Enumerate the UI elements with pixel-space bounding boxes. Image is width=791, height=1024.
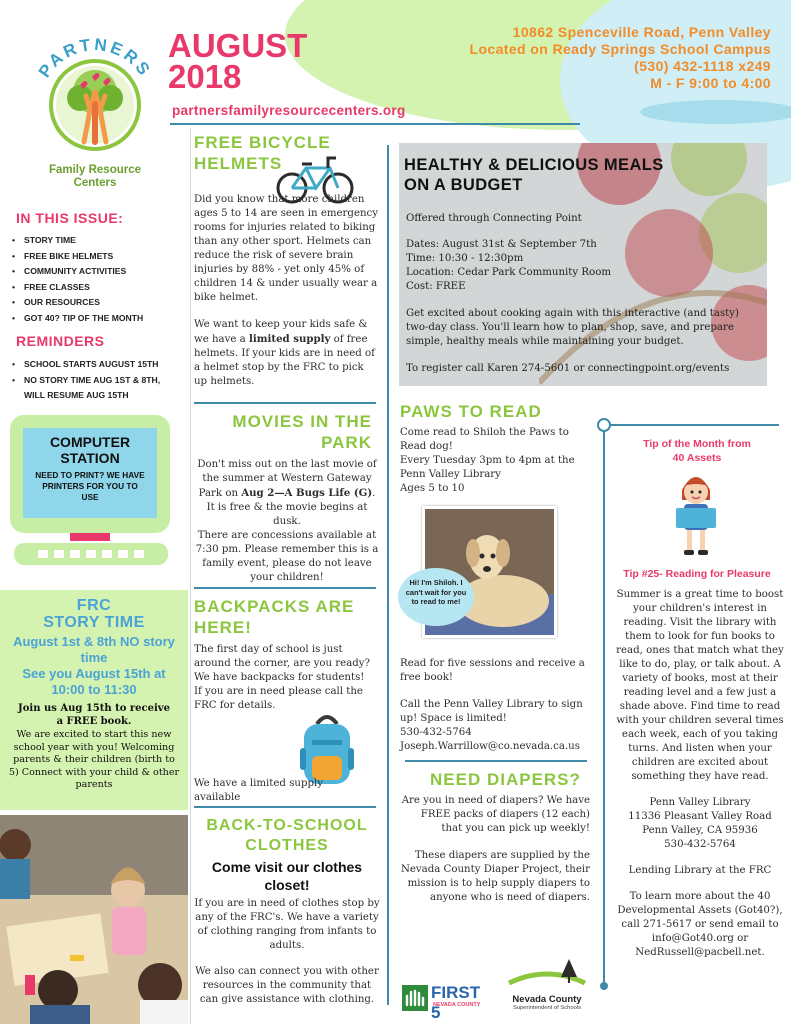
in-this-issue-heading: IN THIS ISSUE:	[16, 210, 124, 226]
library-street: 11336 Pleasant Valley Road	[628, 811, 772, 822]
tip-header-1: Tip of the Month from	[643, 438, 751, 450]
column-divider-left	[190, 128, 191, 1024]
computer-text: NEED TO PRINT? WE HAVE PRINTERS FOR YOU TO USE	[35, 470, 145, 502]
first5-sub: NEVADA COUNTY	[433, 1002, 481, 1008]
helmets-divider	[194, 402, 376, 404]
list-item: • FREE CLASSES	[10, 280, 180, 296]
computer-title-2: STATION	[60, 450, 120, 466]
meals-cost: Cost: FREE	[406, 281, 466, 292]
meals-location: Location: Cedar Park Community Room	[406, 267, 611, 278]
story-time-title-1: FRC	[76, 597, 112, 614]
list-item: • STORY TIME	[10, 233, 180, 249]
backpacks-title-1: BACKPACKS ARE	[194, 597, 355, 616]
meals-register: To register call Karen 274-5601 or connectingpoint.org/events	[406, 363, 730, 374]
story-time-title-2: STORY TIME	[43, 614, 145, 631]
tip-frame-bottom	[600, 982, 608, 990]
movies-title-1: MOVIES IN THE	[232, 412, 372, 431]
reminders-list	[10, 357, 180, 404]
story-time-box	[0, 590, 188, 810]
tip-subtitle: Tip #25- Reading for Pleasure	[623, 568, 771, 580]
story-time-no-story: August 1st & 8th NO story time	[13, 634, 175, 665]
tip-paragraph: Summer is a great time to boost your children's interest in reading. Visit the library with them to look for fun books to read, ones that match what they like to do, play, or talk about. A variety of books, most at their reading level and a few just a shade above. Find time to read with your children several times each week, each of you taking turns. And listen when your children are excited about something they have read.	[616, 589, 784, 782]
movies-title-2: PARK	[321, 433, 372, 452]
website-link[interactable]: partnersfamilyresourcecenters.org	[172, 103, 406, 118]
phone-line: (530) 432-1118 x249	[634, 58, 771, 74]
movies-divider	[194, 587, 376, 589]
nevada-county-sub: Superintendent of Schools	[512, 1005, 581, 1011]
keyboard	[14, 543, 168, 565]
lending-library: Lending Library at the FRC	[628, 865, 772, 876]
clothes-para-1: If you are in need of clothes stop by any of the FRC's. We have a variety of clothing ranging from infants to adults.	[194, 898, 380, 951]
meals-title-2: ON A BUDGET	[404, 176, 523, 194]
newsletter-month: AUGUST	[168, 27, 308, 64]
computer-screen	[23, 428, 157, 518]
diapers-title: NEED DIAPERS?	[430, 770, 581, 789]
paws-email[interactable]: Joseph.Warrillow@co.nevada.ca.us	[400, 741, 580, 752]
nevada-tree-icon	[505, 955, 589, 989]
movies-para-1-start: Don't miss out on the last movie of the summer at Western Gateway Park on	[197, 459, 377, 499]
backpacks-divider	[194, 806, 376, 808]
reading-girl-icon	[668, 468, 724, 558]
library-name: Penn Valley Library	[649, 797, 751, 808]
backpacks-title-2: HERE!	[194, 618, 252, 637]
logo-caption-line2: Centers	[73, 177, 117, 189]
story-time-free-book: Join us Aug 15th to receive a FREE book.	[18, 703, 170, 727]
paws-intro: Come read to Shiloh the Paws to Read dog!	[400, 427, 569, 452]
list-item: • SCHOOL STARTS AUGUST 15TH	[10, 357, 180, 373]
movies-para-1-end: . It is free & the movie begins at dusk.	[206, 488, 376, 527]
helmets-title-2: HELMETS	[194, 154, 283, 173]
paws-para-1: Read for five sessions and receive a free book!	[400, 658, 585, 683]
column-divider-middle	[387, 145, 389, 1005]
header-divider	[170, 123, 580, 125]
library-city: Penn Valley, CA 95936	[642, 825, 758, 836]
backpacks-para: The first day of school is just around the corner, are you ready? We have backpacks for students! If you are in need please call the FRC for details.	[194, 644, 371, 711]
list-item: • NO STORY TIME AUG 1ST & 8TH, WILL RESUME AUG 15TH	[10, 373, 180, 404]
list-item: • COMMUNITY ACTIVITIES	[10, 264, 180, 280]
clothes-subtitle: Come visit our clothes closet!	[211, 859, 363, 893]
computer-title-1: COMPUTER	[49, 434, 131, 450]
meals-title-1: HEALTHY & DELICIOUS MEALS	[404, 156, 664, 174]
list-item: • OUR RESOURCES	[10, 295, 180, 311]
diapers-para-2: These diapers are supplied by the Nevada County Diaper Project, their mission is to help supply diapers to anyone who is need of diapers.	[400, 850, 590, 903]
first5-logo	[402, 983, 492, 1022]
helmets-para-2-start: We want to keep your kids safe & we have a	[194, 319, 368, 345]
reminders-heading: REMINDERS	[16, 333, 105, 349]
paws-divider	[405, 760, 587, 762]
tip-frame-top	[603, 424, 779, 426]
meals-description: Get excited about cooking again with this interactive (and tasty) two-day class. You'll learn how to plan, shop, save, and prepare simple, healthy meals while maintaining your budget.	[406, 308, 739, 347]
helmets-para-2-end: of free helmets. If your kids are in need of a helmet stop by the FRC to pick up helmets.	[194, 334, 375, 387]
newsletter-year: 2018	[168, 58, 242, 95]
backpacks-note: We have a limited supply available	[194, 778, 324, 803]
meals-dates: Dates: August 31st & September 7th	[406, 239, 597, 250]
address-line: 10862 Spenceville Road, Penn Valley	[512, 24, 771, 40]
paws-phone: 530-432-5764	[400, 727, 472, 738]
clothes-para-2: We also can connect you with other resources in the community that can give assistance with clothing.	[195, 966, 379, 1005]
helmets-title-1: FREE BICYCLE	[194, 133, 331, 152]
monitor-stand	[70, 533, 110, 541]
header-teal-wave	[640, 100, 791, 124]
shiloh-speech-bubble	[398, 568, 474, 626]
partners-logo-mark	[20, 22, 170, 157]
paws-schedule: Every Tuesday 3pm to 4pm at the Penn Valley Library	[400, 455, 575, 480]
tip-frame-left	[603, 424, 605, 984]
list-item: • GOT 40? TIP OF THE MONTH	[10, 311, 180, 327]
tip-frame-dot	[597, 418, 611, 432]
shiloh-bubble-text: Hi! I'm Shiloh. I can't wait for you to read to me!	[405, 578, 467, 606]
story-time-resume: See you August 15th at 10:00 to 11:30	[22, 666, 166, 697]
paws-ages: Ages 5 to 10	[400, 483, 465, 494]
nevada-county-name: Nevada County	[512, 994, 582, 1005]
helmets-para-1: Did you know that more children ages 5 to 14 are seen in emergency rooms for injuries related to biking than any other sport. Helmets can reduce the risk of severe brain injuries by 88% - yet only 45% of children 14 & under usually wear a bike helmet.	[194, 194, 378, 303]
story-time-body: We are excited to start this new school year with you! Welcoming parents & their children (birth to 5) Connect with your child & other parents	[8, 729, 180, 791]
logo-arc-text: PARTNERS	[34, 34, 156, 81]
tip-header-2: 40 Assets	[672, 452, 722, 464]
first5-text: FIRST 5	[431, 983, 481, 1022]
meals-box	[399, 143, 767, 386]
movies-para-1	[194, 458, 380, 529]
tip-learn-more: To learn more about the 40 Developmental Assets (Got40?), call 271-5617 or send email to info@Got40.org or NedRussell@pacbell.net.	[617, 891, 783, 958]
movies-feature: Aug 2—A Bugs Life (G)	[241, 487, 373, 499]
nevada-county-logo	[505, 955, 589, 1011]
classroom-photo-art	[0, 815, 188, 1024]
movies-para-2: There are concessions available at 7:30 pm. Please remember this is a family event, please do not leave your children!	[195, 530, 379, 583]
computer-monitor	[10, 415, 170, 533]
paws-title: PAWS TO READ	[400, 402, 542, 421]
helmets-para-2	[194, 318, 380, 389]
classroom-photo	[0, 815, 188, 1024]
clothes-title-2: CLOTHES	[245, 837, 329, 854]
partners-logo	[20, 22, 170, 189]
list-item: • FREE BIKE HELMETS	[10, 249, 180, 265]
helmets-limited-supply: limited supply	[248, 333, 331, 345]
in-this-issue-list	[10, 233, 180, 326]
clothes-title-1: BACK-TO-SCHOOL	[206, 817, 368, 834]
logo-caption-line1: Family Resource	[48, 164, 142, 176]
paws-para-2: Call the Penn Valley Library to sign up! Space is limited!	[400, 699, 583, 724]
location-line: Located on Ready Springs School Campus	[469, 41, 771, 57]
meals-time: Time: 10:30 - 12:30pm	[406, 253, 524, 264]
diapers-para-1: Are you in need of diapers? We have FREE packs of diapers (12 each) that you can pick up weekly!	[401, 795, 590, 834]
keyboard-keys	[14, 543, 168, 565]
library-phone: 530-432-5764	[664, 839, 736, 850]
hours-line: M - F 9:00 to 4:00	[650, 75, 771, 91]
first5-hand-icon	[402, 985, 428, 1011]
meals-offered: Offered through Connecting Point	[406, 213, 582, 224]
